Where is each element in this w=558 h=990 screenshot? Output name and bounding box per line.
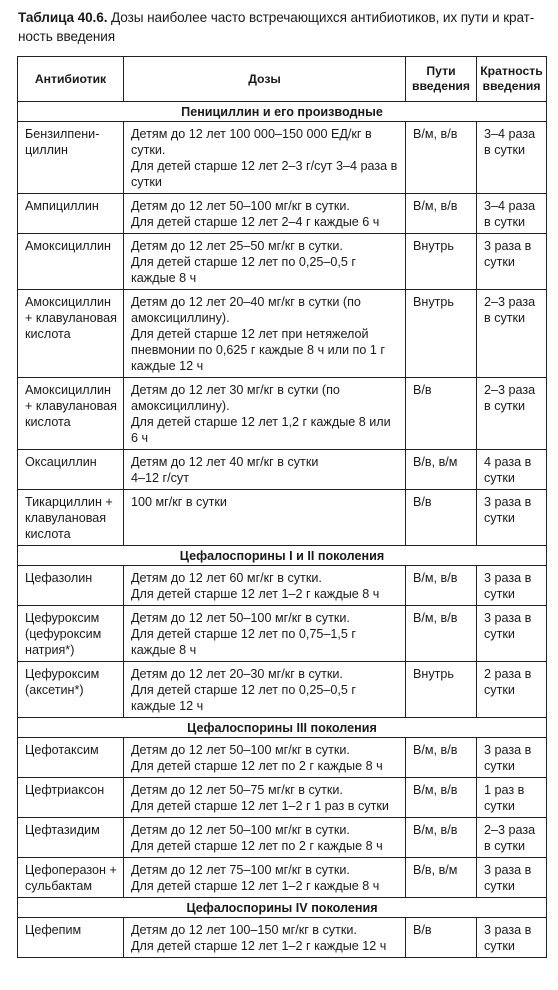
route-cell: В/м, в/в bbox=[406, 194, 477, 234]
dose-line: Для детей старше 12 лет по 0,75–1,5 г каждые 8 ч bbox=[131, 627, 356, 657]
section-title: Пенициллин и его производные bbox=[18, 102, 547, 122]
frequency-cell: 3 раза в сутки bbox=[477, 858, 547, 898]
route-cell: В/м, в/в bbox=[406, 778, 477, 818]
dose-line: Детям до 12 лет 25–50 мг/кг в сутки. bbox=[131, 239, 343, 253]
frequency-cell: 3 раза в сутки bbox=[477, 738, 547, 778]
antibiotic-name: Цефуроксим (цефуроксим натрия*) bbox=[18, 606, 124, 662]
table-row bbox=[18, 290, 547, 378]
header-doses: Дозы bbox=[124, 57, 406, 102]
dose-line: Детям до 12 лет 60 мг/кг в сутки. bbox=[131, 571, 322, 585]
frequency-cell: 3 раза в сутки bbox=[477, 606, 547, 662]
route-cell: В/м, в/в bbox=[406, 606, 477, 662]
antibiotics-table bbox=[17, 56, 547, 958]
dose-line: Детям до 12 лет 40 мг/кг в сутки bbox=[131, 455, 319, 469]
antibiotic-name: Оксациллин bbox=[18, 450, 124, 490]
table-row bbox=[18, 450, 547, 490]
dose-line: 4–12 г/сут bbox=[131, 471, 189, 485]
section-row bbox=[18, 718, 547, 738]
section-title: Цефалоспорины I и II поколения bbox=[18, 546, 547, 566]
frequency-cell: 2–3 раза в сутки bbox=[477, 378, 547, 450]
dose-line: Детям до 12 лет 50–75 мг/кг в сутки. bbox=[131, 783, 343, 797]
antibiotic-name: Цефуроксим (аксетин*) bbox=[18, 662, 124, 718]
section-row bbox=[18, 102, 547, 122]
frequency-cell: 2 раза в сутки bbox=[477, 662, 547, 718]
frequency-cell: 3–4 раза в сутки bbox=[477, 122, 547, 194]
dose-line: Детям до 12 лет 20–40 мг/кг в сутки (по амоксициллину). bbox=[131, 295, 361, 325]
dose-line: Для детей старше 12 лет по 2 г каждые 8 ч bbox=[131, 839, 383, 853]
dose-cell bbox=[124, 490, 406, 546]
dose-cell bbox=[124, 858, 406, 898]
antibiotic-name: Цефтриаксон bbox=[18, 778, 124, 818]
antibiotic-name: Бензилпени- циллин bbox=[18, 122, 124, 194]
dose-line: 100 мг/кг в сутки bbox=[131, 495, 227, 509]
antibiotic-name: Амоксициллин bbox=[18, 234, 124, 290]
antibiotic-name: Цефотаксим bbox=[18, 738, 124, 778]
table-row bbox=[18, 818, 547, 858]
dose-cell bbox=[124, 566, 406, 606]
table-row bbox=[18, 234, 547, 290]
section-title: Цефалоспорины III поколения bbox=[18, 718, 547, 738]
dose-cell bbox=[124, 662, 406, 718]
dose-line: Для детей старше 12 лет при нетяжелой пневмонии по 0,625 г каждые 8 ч или по 1 г каждые 12 ч bbox=[131, 327, 385, 373]
dose-line: Детям до 12 лет 75–100 мг/кг в сутки. bbox=[131, 863, 350, 877]
route-cell: В/м, в/в bbox=[406, 566, 477, 606]
dose-line: Детям до 12 лет 20–30 мг/кг в сутки. bbox=[131, 667, 343, 681]
table-row bbox=[18, 194, 547, 234]
antibiotic-name: Цефоперазон + сульбактам bbox=[18, 858, 124, 898]
dose-cell bbox=[124, 234, 406, 290]
table-row bbox=[18, 858, 547, 898]
dose-line: Детям до 12 лет 50–100 мг/кг в сутки. bbox=[131, 199, 350, 213]
frequency-cell: 3 раза в сутки bbox=[477, 490, 547, 546]
header-frequency: Кратность введения bbox=[477, 57, 547, 102]
antibiotic-name: Цефтазидим bbox=[18, 818, 124, 858]
dose-line: Для детей старше 12 лет 1–2 г каждые 8 ч bbox=[131, 587, 380, 601]
dose-cell bbox=[124, 378, 406, 450]
frequency-cell: 2–3 раза в сутки bbox=[477, 818, 547, 858]
table-row bbox=[18, 490, 547, 546]
antibiotic-name: Тикарциллин + клавулановая кислота bbox=[18, 490, 124, 546]
frequency-cell: 3 раза в сутки bbox=[477, 234, 547, 290]
dose-cell bbox=[124, 450, 406, 490]
dose-cell bbox=[124, 918, 406, 958]
route-cell: В/м, в/в bbox=[406, 122, 477, 194]
table-row bbox=[18, 918, 547, 958]
section-title: Цефалоспорины IV поколения bbox=[18, 898, 547, 918]
antibiotic-name: Цефазолин bbox=[18, 566, 124, 606]
route-cell: В/в, в/м bbox=[406, 450, 477, 490]
dose-cell bbox=[124, 818, 406, 858]
frequency-cell: 3–4 раза в сутки bbox=[477, 194, 547, 234]
dose-line: Для детей старше 12 лет 1,2 г каждые 8 или 6 ч bbox=[131, 415, 391, 445]
table-row bbox=[18, 738, 547, 778]
header-antibiotic: Антибиотик bbox=[18, 57, 124, 102]
section-row bbox=[18, 546, 547, 566]
dose-line: Детям до 12 лет 50–100 мг/кг в сутки. bbox=[131, 823, 350, 837]
section-row bbox=[18, 898, 547, 918]
table-row bbox=[18, 662, 547, 718]
dose-line: Для детей старше 12 лет по 0,25–0,5 г каждые 8 ч bbox=[131, 255, 356, 285]
table-body bbox=[18, 102, 547, 958]
caption-text: Дозы наиболее часто встречающихся антибиотиков, их пути и крат-ность введения bbox=[18, 10, 535, 44]
table-row bbox=[18, 566, 547, 606]
table-row bbox=[18, 378, 547, 450]
route-cell: В/в bbox=[406, 918, 477, 958]
route-cell: В/м, в/в bbox=[406, 818, 477, 858]
frequency-cell: 3 раза в сутки bbox=[477, 566, 547, 606]
route-cell: В/в bbox=[406, 378, 477, 450]
dose-line: Для детей старше 12 лет 1–2 г каждые 8 ч bbox=[131, 879, 380, 893]
dose-line: Для детей старше 12 лет 1–2 г каждые 12 ч bbox=[131, 939, 387, 953]
table-number: Таблица 40.6. bbox=[18, 10, 108, 25]
header-row bbox=[18, 57, 547, 102]
frequency-cell: 4 раза в сутки bbox=[477, 450, 547, 490]
antibiotic-name: Амоксициллин + клавулановая кислота bbox=[18, 378, 124, 450]
dose-line: Для детей старше 12 лет 2–4 г каждые 6 ч bbox=[131, 215, 380, 229]
dose-line: Детям до 12 лет 30 мг/кг в сутки (по амоксициллину). bbox=[131, 383, 340, 413]
antibiotic-name: Амоксициллин + клавулановая кислота bbox=[18, 290, 124, 378]
route-cell: В/м, в/в bbox=[406, 738, 477, 778]
dose-cell bbox=[124, 194, 406, 234]
route-cell: Внутрь bbox=[406, 290, 477, 378]
frequency-cell: 1 раз в сутки bbox=[477, 778, 547, 818]
dose-line: Для детей старше 12 лет 1–2 г 1 раз в сутки bbox=[131, 799, 389, 813]
route-cell: В/в bbox=[406, 490, 477, 546]
table-row bbox=[18, 778, 547, 818]
dose-line: Для детей старше 12 лет 2–3 г/сут 3–4 раза в сутки bbox=[131, 159, 398, 189]
dose-cell bbox=[124, 122, 406, 194]
table-row bbox=[18, 606, 547, 662]
dose-line: Для детей старше 12 лет по 0,25–0,5 г каждые 12 ч bbox=[131, 683, 356, 713]
dose-line: Детям до 12 лет 100–150 мг/кг в сутки. bbox=[131, 923, 357, 937]
dose-cell bbox=[124, 606, 406, 662]
route-cell: Внутрь bbox=[406, 234, 477, 290]
dose-line: Детям до 12 лет 50–100 мг/кг в сутки. bbox=[131, 611, 350, 625]
table-caption bbox=[18, 8, 546, 46]
dose-line: Детям до 12 лет 50–100 мг/кг в сутки. bbox=[131, 743, 350, 757]
antibiotic-name: Ампициллин bbox=[18, 194, 124, 234]
antibiotic-name: Цефепим bbox=[18, 918, 124, 958]
route-cell: Внутрь bbox=[406, 662, 477, 718]
route-cell: В/в, в/м bbox=[406, 858, 477, 898]
dose-cell bbox=[124, 778, 406, 818]
frequency-cell: 2–3 раза в сутки bbox=[477, 290, 547, 378]
table-row bbox=[18, 122, 547, 194]
dose-line: Детям до 12 лет 100 000–150 000 ЕД/кг в сутки. bbox=[131, 127, 372, 157]
header-route: Пути введения bbox=[406, 57, 477, 102]
dose-cell bbox=[124, 290, 406, 378]
frequency-cell: 3 раза в сутки bbox=[477, 918, 547, 958]
dose-cell bbox=[124, 738, 406, 778]
dose-line: Для детей старше 12 лет по 2 г каждые 8 ч bbox=[131, 759, 383, 773]
